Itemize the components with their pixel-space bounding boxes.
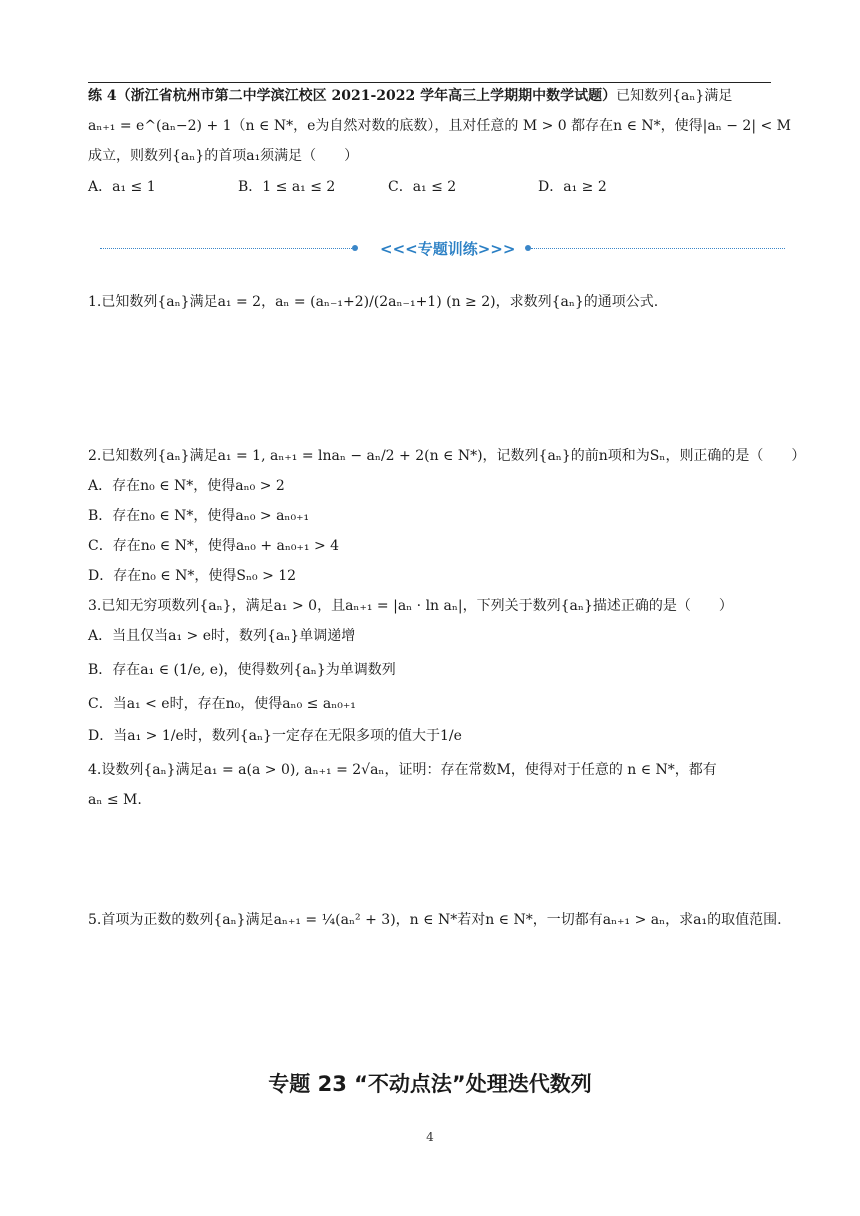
question-3-option-b: B．存在a₁ ∈ (1/e, e)，使得数列{aₙ}为单调数列 xyxy=(88,662,396,678)
question-3-option-c: C．当a₁ < e时，存在n₀，使得aₙ₀ ≤ aₙ₀₊₁ xyxy=(88,696,356,712)
practice4-line1 xyxy=(88,86,732,106)
question-5: 5.首项为正数的数列{aₙ}满足aₙ₊₁ = ¼(aₙ² + 3)，n ∈ N*若对n ∈ N*，一切都有aₙ₊₁ > aₙ，求a₁的取值范围. xyxy=(88,912,782,928)
question-2-stem: 2.已知数列{aₙ}满足a₁ = 1, aₙ₊₁ = lnaₙ − aₙ/2 + 2(n ∈ N*)，记数列{aₙ}的前n项和为Sₙ，则正确的是（ ） xyxy=(88,448,806,464)
separator-left xyxy=(100,248,354,249)
question-2-option-a: A．存在n₀ ∈ N*，使得aₙ₀ > 2 xyxy=(88,478,285,494)
practice4-source: 练 4（浙江省杭州市第二中学滨江校区 2021-2022 学年高三上学期期中数学试题） xyxy=(88,88,617,104)
practice4-option-b: B．1 ≤ a₁ ≤ 2 xyxy=(238,179,336,195)
question-4-line1: 4.设数列{aₙ}满足a₁ = a(a > 0), aₙ₊₁ = 2√aₙ，证明：存在常数M，使得对于任意的 n ∈ N*，都有 xyxy=(88,762,717,778)
question-3-option-d: D．当a₁ > 1/e时，数列{aₙ}一定存在无限多项的值大于1/e xyxy=(88,728,462,744)
practice4-line2: aₙ₊₁ = e^(aₙ−2) + 1（n ∈ N*，e为自然对数的底数），且对任意的 M > 0 都存在n ∈ N*，使得|aₙ − 2| < M xyxy=(88,118,792,134)
practice4-option-a: A．a₁ ≤ 1 xyxy=(88,179,156,195)
question-2-option-b: B．存在n₀ ∈ N*，使得aₙ₀ > aₙ₀₊₁ xyxy=(88,508,310,524)
practice4-line3: 成立，则数列{aₙ}的首项a₁须满足（ ） xyxy=(88,148,359,164)
page-number: 4 xyxy=(426,1130,434,1144)
practice4-intro: 已知数列{aₙ}满足 xyxy=(616,88,733,104)
question-1: 1.已知数列{aₙ}满足a₁ = 2，aₙ = (aₙ₋₁+2)/(2aₙ₋₁+1) (n ≥ 2)，求数列{aₙ}的通项公式. xyxy=(88,294,659,310)
question-4-line2: aₙ ≤ M. xyxy=(88,792,142,808)
practice4-option-d: D．a₁ ≥ 2 xyxy=(538,179,607,195)
question-3-option-a: A．当且仅当a₁ > e时，数列{aₙ}单调递增 xyxy=(88,628,356,644)
chapter-title: 专题 23 “不动点法”处理迭代数列 xyxy=(268,1072,592,1096)
question-3-stem: 3.已知无穷项数列{aₙ}，满足a₁ > 0，且aₙ₊₁ = |aₙ · ln aₙ|，下列关于数列{aₙ}描述正确的是（ ） xyxy=(88,598,733,614)
separator-dot-left xyxy=(352,245,358,251)
practice4-option-c: C．a₁ ≤ 2 xyxy=(388,179,457,195)
header-rule xyxy=(88,82,771,83)
separator-right xyxy=(531,248,785,249)
section-title: <<<专题训练>>> xyxy=(380,240,516,258)
question-2-option-c: C．存在n₀ ∈ N*，使得aₙ₀ + aₙ₀₊₁ > 4 xyxy=(88,538,340,554)
question-2-option-d: D．存在n₀ ∈ N*，使得Sₙ₀ > 12 xyxy=(88,568,297,584)
